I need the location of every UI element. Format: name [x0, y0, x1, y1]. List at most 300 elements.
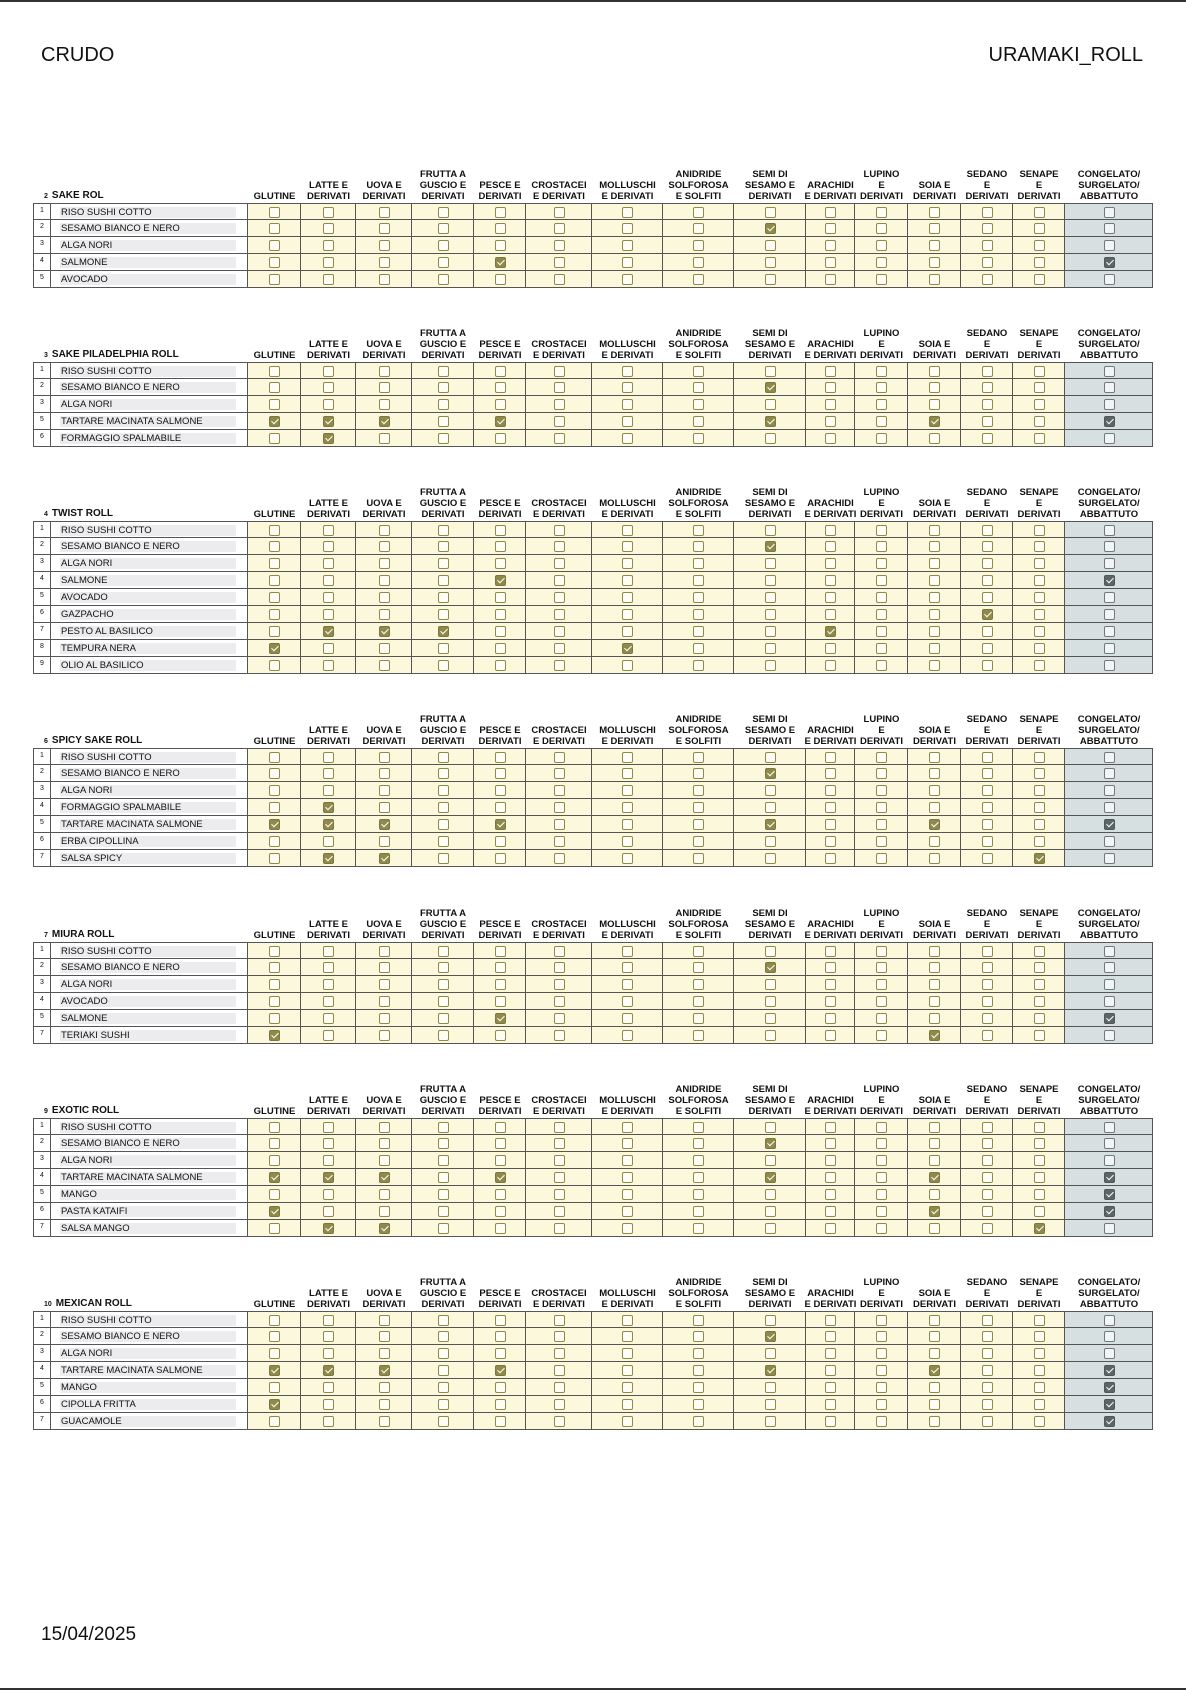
checkbox-unchecked[interactable] [495, 1122, 506, 1133]
checkbox-unchecked[interactable] [982, 1315, 993, 1326]
checkbox-unchecked[interactable] [693, 626, 704, 637]
checkbox-unchecked[interactable] [693, 525, 704, 536]
checkbox-unchecked[interactable] [825, 541, 836, 552]
checkbox-unchecked[interactable] [876, 1315, 887, 1326]
checkbox-unchecked[interactable] [876, 382, 887, 393]
checkbox-checked[interactable] [495, 1365, 506, 1376]
checkbox-checked[interactable] [929, 1030, 940, 1041]
checkbox-unchecked[interactable] [982, 785, 993, 796]
checkbox-unchecked[interactable] [929, 1399, 940, 1410]
checkbox-unchecked[interactable] [1034, 1030, 1045, 1041]
checkbox-checked[interactable] [379, 1223, 390, 1234]
checkbox-unchecked[interactable] [876, 274, 887, 285]
checkbox-unchecked[interactable] [982, 1030, 993, 1041]
checkbox-unchecked[interactable] [825, 223, 836, 234]
checkbox-unchecked[interactable] [554, 558, 565, 569]
checkbox-unchecked[interactable] [693, 609, 704, 620]
checkbox-checked[interactable] [765, 1138, 776, 1149]
checkbox-unchecked[interactable] [825, 819, 836, 830]
checkbox-unchecked[interactable] [765, 802, 776, 813]
checkbox-unchecked[interactable] [1034, 558, 1045, 569]
checkbox-unchecked[interactable] [693, 802, 704, 813]
checkbox-unchecked[interactable] [982, 575, 993, 586]
checkbox-unchecked[interactable] [765, 525, 776, 536]
checkbox-unchecked[interactable] [1104, 1138, 1115, 1149]
checkbox-unchecked[interactable] [929, 853, 940, 864]
checkbox-unchecked[interactable] [554, 399, 565, 410]
checkbox-unchecked[interactable] [323, 1348, 334, 1359]
checkbox-unchecked[interactable] [269, 433, 280, 444]
checkbox-unchecked[interactable] [554, 853, 565, 864]
checkbox-unchecked[interactable] [825, 1122, 836, 1133]
checkbox-checked[interactable] [495, 819, 506, 830]
checkbox-unchecked[interactable] [693, 207, 704, 218]
checkbox-unchecked[interactable] [876, 802, 887, 813]
checkbox-unchecked[interactable] [876, 962, 887, 973]
checkbox-unchecked[interactable] [929, 366, 940, 377]
checkbox-unchecked[interactable] [825, 1382, 836, 1393]
checkbox-unchecked[interactable] [438, 558, 449, 569]
checkbox-unchecked[interactable] [323, 1013, 334, 1024]
checkbox-unchecked[interactable] [693, 1365, 704, 1376]
checkbox-unchecked[interactable] [825, 1365, 836, 1376]
checkbox-checked[interactable] [323, 1365, 334, 1376]
checkbox-unchecked[interactable] [765, 433, 776, 444]
checkbox-unchecked[interactable] [982, 626, 993, 637]
checkbox-unchecked[interactable] [323, 525, 334, 536]
checkbox-unchecked[interactable] [379, 558, 390, 569]
checkbox-unchecked[interactable] [495, 1348, 506, 1359]
checkbox-unchecked[interactable] [982, 1138, 993, 1149]
checkbox-unchecked[interactable] [765, 1030, 776, 1041]
checkbox-unchecked[interactable] [495, 1331, 506, 1342]
checkbox-checked[interactable] [622, 643, 633, 654]
checkbox-unchecked[interactable] [1104, 1331, 1115, 1342]
checkbox-unchecked[interactable] [765, 946, 776, 957]
checkbox-unchecked[interactable] [622, 274, 633, 285]
checkbox-unchecked[interactable] [693, 1155, 704, 1166]
checkbox-checked[interactable] [495, 416, 506, 427]
checkbox-unchecked[interactable] [323, 1399, 334, 1410]
checkbox-unchecked[interactable] [825, 1013, 836, 1024]
checkbox-unchecked[interactable] [622, 525, 633, 536]
checkbox-unchecked[interactable] [323, 207, 334, 218]
checkbox-unchecked[interactable] [693, 558, 704, 569]
checkbox-unchecked[interactable] [622, 433, 633, 444]
checkbox-unchecked[interactable] [982, 752, 993, 763]
checkbox-unchecked[interactable] [825, 1416, 836, 1427]
checkbox-unchecked[interactable] [693, 1382, 704, 1393]
checkbox-unchecked[interactable] [765, 1155, 776, 1166]
checkbox-unchecked[interactable] [379, 1382, 390, 1393]
checkbox-unchecked[interactable] [765, 1382, 776, 1393]
checkbox-unchecked[interactable] [269, 1416, 280, 1427]
checkbox-unchecked[interactable] [495, 853, 506, 864]
checkbox-unchecked[interactable] [929, 1331, 940, 1342]
checkbox-unchecked[interactable] [1034, 1382, 1045, 1393]
checkbox-unchecked[interactable] [269, 1138, 280, 1149]
checkbox-unchecked[interactable] [1034, 962, 1045, 973]
checkbox-unchecked[interactable] [765, 240, 776, 251]
checkbox-unchecked[interactable] [495, 525, 506, 536]
checkbox-unchecked[interactable] [982, 1155, 993, 1166]
checkbox-unchecked[interactable] [825, 1138, 836, 1149]
checkbox-unchecked[interactable] [1034, 382, 1045, 393]
checkbox-unchecked[interactable] [876, 399, 887, 410]
checkbox-unchecked[interactable] [929, 946, 940, 957]
checkbox-unchecked[interactable] [554, 525, 565, 536]
checkbox-unchecked[interactable] [554, 802, 565, 813]
checkbox-unchecked[interactable] [929, 274, 940, 285]
checkbox-unchecked[interactable] [622, 962, 633, 973]
checkbox-unchecked[interactable] [495, 802, 506, 813]
checkbox-unchecked[interactable] [269, 962, 280, 973]
checkbox-unchecked[interactable] [438, 525, 449, 536]
checkbox-unchecked[interactable] [495, 1030, 506, 1041]
checkbox-unchecked[interactable] [876, 836, 887, 847]
checkbox-unchecked[interactable] [438, 1155, 449, 1166]
checkbox-unchecked[interactable] [379, 223, 390, 234]
checkbox-unchecked[interactable] [495, 946, 506, 957]
checkbox-unchecked[interactable] [876, 979, 887, 990]
checkbox-unchecked[interactable] [495, 996, 506, 1007]
checkbox-unchecked[interactable] [825, 592, 836, 603]
checkbox-unchecked[interactable] [323, 836, 334, 847]
checkbox-unchecked[interactable] [495, 399, 506, 410]
checkbox-checked[interactable] [765, 416, 776, 427]
checkbox-unchecked[interactable] [982, 643, 993, 654]
checkbox-unchecked[interactable] [929, 207, 940, 218]
checkbox-unchecked[interactable] [379, 1189, 390, 1200]
checkbox-unchecked[interactable] [438, 1013, 449, 1024]
checkbox-unchecked[interactable] [554, 836, 565, 847]
checkbox-unchecked[interactable] [1034, 609, 1045, 620]
checkbox-unchecked[interactable] [554, 996, 565, 1007]
checkbox-unchecked[interactable] [1104, 1155, 1115, 1166]
checkbox-unchecked[interactable] [693, 1348, 704, 1359]
checkbox-unchecked[interactable] [693, 1416, 704, 1427]
checkbox-unchecked[interactable] [622, 1416, 633, 1427]
checkbox-unchecked[interactable] [765, 979, 776, 990]
checkbox-unchecked[interactable] [929, 1416, 940, 1427]
checkbox-unchecked[interactable] [495, 223, 506, 234]
checkbox-unchecked[interactable] [495, 836, 506, 847]
checkbox-unchecked[interactable] [438, 802, 449, 813]
checkbox-unchecked[interactable] [982, 946, 993, 957]
checkbox-unchecked[interactable] [929, 1223, 940, 1234]
checkbox-unchecked[interactable] [269, 609, 280, 620]
checkbox-unchecked[interactable] [876, 996, 887, 1007]
checkbox-unchecked[interactable] [622, 1122, 633, 1133]
checkbox-unchecked[interactable] [438, 1189, 449, 1200]
checkbox-unchecked[interactable] [379, 240, 390, 251]
checkbox-unchecked[interactable] [825, 643, 836, 654]
checkbox-unchecked[interactable] [269, 240, 280, 251]
checkbox-unchecked[interactable] [1034, 979, 1045, 990]
checkbox-unchecked[interactable] [438, 240, 449, 251]
checkbox-unchecked[interactable] [876, 1172, 887, 1183]
checkbox-unchecked[interactable] [876, 626, 887, 637]
checkbox-unchecked[interactable] [876, 558, 887, 569]
checkbox-unchecked[interactable] [269, 1315, 280, 1326]
checkbox-unchecked[interactable] [379, 433, 390, 444]
checkbox-unchecked[interactable] [825, 1315, 836, 1326]
checkbox-unchecked[interactable] [323, 366, 334, 377]
checkbox-unchecked[interactable] [825, 1030, 836, 1041]
checkbox-unchecked[interactable] [982, 1223, 993, 1234]
checkbox-unchecked[interactable] [495, 274, 506, 285]
checkbox-unchecked[interactable] [554, 207, 565, 218]
checkbox-unchecked[interactable] [323, 996, 334, 1007]
checkbox-unchecked[interactable] [269, 752, 280, 763]
checkbox-unchecked[interactable] [1034, 785, 1045, 796]
checkbox-unchecked[interactable] [379, 802, 390, 813]
checkbox-unchecked[interactable] [982, 366, 993, 377]
checkbox-checked[interactable] [1104, 575, 1115, 586]
checkbox-unchecked[interactable] [929, 979, 940, 990]
checkbox-unchecked[interactable] [1104, 382, 1115, 393]
checkbox-unchecked[interactable] [825, 1155, 836, 1166]
checkbox-unchecked[interactable] [1104, 979, 1115, 990]
checkbox-unchecked[interactable] [876, 1206, 887, 1217]
checkbox-unchecked[interactable] [693, 785, 704, 796]
checkbox-unchecked[interactable] [825, 558, 836, 569]
checkbox-checked[interactable] [929, 1365, 940, 1376]
checkbox-unchecked[interactable] [693, 1030, 704, 1041]
checkbox-unchecked[interactable] [323, 643, 334, 654]
checkbox-unchecked[interactable] [765, 996, 776, 1007]
checkbox-unchecked[interactable] [438, 433, 449, 444]
checkbox-checked[interactable] [269, 819, 280, 830]
checkbox-unchecked[interactable] [876, 785, 887, 796]
checkbox-unchecked[interactable] [929, 768, 940, 779]
checkbox-unchecked[interactable] [622, 1189, 633, 1200]
checkbox-checked[interactable] [379, 1172, 390, 1183]
checkbox-unchecked[interactable] [1034, 240, 1045, 251]
checkbox-unchecked[interactable] [825, 399, 836, 410]
checkbox-unchecked[interactable] [622, 257, 633, 268]
checkbox-unchecked[interactable] [323, 382, 334, 393]
checkbox-unchecked[interactable] [554, 1138, 565, 1149]
checkbox-unchecked[interactable] [876, 1223, 887, 1234]
checkbox-unchecked[interactable] [982, 1172, 993, 1183]
checkbox-unchecked[interactable] [1104, 366, 1115, 377]
checkbox-unchecked[interactable] [438, 592, 449, 603]
checkbox-unchecked[interactable] [269, 785, 280, 796]
checkbox-unchecked[interactable] [438, 1030, 449, 1041]
checkbox-unchecked[interactable] [1104, 541, 1115, 552]
checkbox-unchecked[interactable] [438, 1206, 449, 1217]
checkbox-unchecked[interactable] [379, 996, 390, 1007]
checkbox-unchecked[interactable] [379, 1416, 390, 1427]
checkbox-unchecked[interactable] [438, 1382, 449, 1393]
checkbox-unchecked[interactable] [1104, 643, 1115, 654]
checkbox-checked[interactable] [1034, 1223, 1045, 1234]
checkbox-unchecked[interactable] [554, 1348, 565, 1359]
checkbox-unchecked[interactable] [438, 946, 449, 957]
checkbox-unchecked[interactable] [876, 1331, 887, 1342]
checkbox-unchecked[interactable] [438, 1416, 449, 1427]
checkbox-unchecked[interactable] [929, 223, 940, 234]
checkbox-unchecked[interactable] [825, 274, 836, 285]
checkbox-unchecked[interactable] [269, 626, 280, 637]
checkbox-unchecked[interactable] [825, 1206, 836, 1217]
checkbox-unchecked[interactable] [765, 1206, 776, 1217]
checkbox-unchecked[interactable] [622, 1365, 633, 1376]
checkbox-checked[interactable] [495, 1013, 506, 1024]
checkbox-checked[interactable] [323, 626, 334, 637]
checkbox-unchecked[interactable] [495, 768, 506, 779]
checkbox-checked[interactable] [765, 1365, 776, 1376]
checkbox-unchecked[interactable] [1034, 768, 1045, 779]
checkbox-unchecked[interactable] [876, 819, 887, 830]
checkbox-unchecked[interactable] [982, 819, 993, 830]
checkbox-unchecked[interactable] [438, 996, 449, 1007]
checkbox-checked[interactable] [929, 1172, 940, 1183]
checkbox-unchecked[interactable] [876, 1189, 887, 1200]
checkbox-unchecked[interactable] [1034, 399, 1045, 410]
checkbox-unchecked[interactable] [323, 946, 334, 957]
checkbox-unchecked[interactable] [495, 1416, 506, 1427]
checkbox-unchecked[interactable] [269, 592, 280, 603]
checkbox-unchecked[interactable] [765, 1416, 776, 1427]
checkbox-unchecked[interactable] [438, 1172, 449, 1183]
checkbox-unchecked[interactable] [825, 836, 836, 847]
checkbox-checked[interactable] [323, 819, 334, 830]
checkbox-unchecked[interactable] [693, 962, 704, 973]
checkbox-unchecked[interactable] [876, 541, 887, 552]
checkbox-unchecked[interactable] [323, 1138, 334, 1149]
checkbox-unchecked[interactable] [693, 979, 704, 990]
checkbox-unchecked[interactable] [693, 223, 704, 234]
checkbox-unchecked[interactable] [554, 660, 565, 671]
checkbox-unchecked[interactable] [495, 609, 506, 620]
checkbox-unchecked[interactable] [622, 416, 633, 427]
checkbox-unchecked[interactable] [495, 962, 506, 973]
checkbox-checked[interactable] [269, 416, 280, 427]
checkbox-unchecked[interactable] [269, 1122, 280, 1133]
checkbox-unchecked[interactable] [379, 1331, 390, 1342]
checkbox-unchecked[interactable] [495, 660, 506, 671]
checkbox-checked[interactable] [765, 819, 776, 830]
checkbox-unchecked[interactable] [693, 1223, 704, 1234]
checkbox-unchecked[interactable] [825, 207, 836, 218]
checkbox-unchecked[interactable] [379, 207, 390, 218]
checkbox-unchecked[interactable] [982, 836, 993, 847]
checkbox-unchecked[interactable] [554, 416, 565, 427]
checkbox-unchecked[interactable] [269, 558, 280, 569]
checkbox-unchecked[interactable] [554, 946, 565, 957]
checkbox-unchecked[interactable] [765, 575, 776, 586]
checkbox-unchecked[interactable] [1034, 946, 1045, 957]
checkbox-unchecked[interactable] [269, 660, 280, 671]
checkbox-unchecked[interactable] [982, 525, 993, 536]
checkbox-unchecked[interactable] [765, 752, 776, 763]
checkbox-unchecked[interactable] [622, 609, 633, 620]
checkbox-unchecked[interactable] [1104, 626, 1115, 637]
checkbox-unchecked[interactable] [929, 643, 940, 654]
checkbox-unchecked[interactable] [1034, 752, 1045, 763]
checkbox-unchecked[interactable] [1034, 416, 1045, 427]
checkbox-unchecked[interactable] [1104, 223, 1115, 234]
checkbox-unchecked[interactable] [765, 1122, 776, 1133]
checkbox-unchecked[interactable] [982, 979, 993, 990]
checkbox-unchecked[interactable] [1104, 592, 1115, 603]
checkbox-unchecked[interactable] [323, 592, 334, 603]
checkbox-unchecked[interactable] [554, 1365, 565, 1376]
checkbox-unchecked[interactable] [825, 1223, 836, 1234]
checkbox-checked[interactable] [1104, 1013, 1115, 1024]
checkbox-unchecked[interactable] [1104, 1223, 1115, 1234]
checkbox-unchecked[interactable] [323, 752, 334, 763]
checkbox-unchecked[interactable] [269, 1155, 280, 1166]
checkbox-unchecked[interactable] [323, 785, 334, 796]
checkbox-unchecked[interactable] [693, 592, 704, 603]
checkbox-unchecked[interactable] [379, 1206, 390, 1217]
checkbox-unchecked[interactable] [438, 752, 449, 763]
checkbox-unchecked[interactable] [269, 1223, 280, 1234]
checkbox-unchecked[interactable] [438, 416, 449, 427]
checkbox-unchecked[interactable] [323, 257, 334, 268]
checkbox-unchecked[interactable] [495, 1155, 506, 1166]
checkbox-unchecked[interactable] [323, 1331, 334, 1342]
checkbox-unchecked[interactable] [693, 996, 704, 1007]
checkbox-unchecked[interactable] [982, 257, 993, 268]
checkbox-unchecked[interactable] [929, 1382, 940, 1393]
checkbox-unchecked[interactable] [622, 1138, 633, 1149]
checkbox-checked[interactable] [269, 1030, 280, 1041]
checkbox-unchecked[interactable] [379, 366, 390, 377]
checkbox-unchecked[interactable] [379, 525, 390, 536]
checkbox-unchecked[interactable] [929, 592, 940, 603]
checkbox-unchecked[interactable] [876, 752, 887, 763]
checkbox-unchecked[interactable] [982, 802, 993, 813]
checkbox-unchecked[interactable] [1034, 541, 1045, 552]
checkbox-unchecked[interactable] [622, 626, 633, 637]
checkbox-unchecked[interactable] [379, 1138, 390, 1149]
checkbox-unchecked[interactable] [622, 592, 633, 603]
checkbox-unchecked[interactable] [379, 274, 390, 285]
checkbox-unchecked[interactable] [1034, 626, 1045, 637]
checkbox-unchecked[interactable] [1104, 207, 1115, 218]
checkbox-unchecked[interactable] [323, 223, 334, 234]
checkbox-unchecked[interactable] [379, 1399, 390, 1410]
checkbox-unchecked[interactable] [929, 525, 940, 536]
checkbox-unchecked[interactable] [1034, 1189, 1045, 1200]
checkbox-unchecked[interactable] [982, 592, 993, 603]
checkbox-unchecked[interactable] [929, 1348, 940, 1359]
checkbox-unchecked[interactable] [495, 207, 506, 218]
checkbox-checked[interactable] [323, 1172, 334, 1183]
checkbox-checked[interactable] [1104, 1365, 1115, 1376]
checkbox-unchecked[interactable] [825, 1348, 836, 1359]
checkbox-unchecked[interactable] [693, 1315, 704, 1326]
checkbox-unchecked[interactable] [765, 1315, 776, 1326]
checkbox-checked[interactable] [379, 853, 390, 864]
checkbox-unchecked[interactable] [825, 382, 836, 393]
checkbox-unchecked[interactable] [379, 643, 390, 654]
checkbox-unchecked[interactable] [438, 1138, 449, 1149]
checkbox-unchecked[interactable] [693, 643, 704, 654]
checkbox-unchecked[interactable] [929, 1138, 940, 1149]
checkbox-unchecked[interactable] [1104, 768, 1115, 779]
checkbox-checked[interactable] [323, 416, 334, 427]
checkbox-unchecked[interactable] [438, 1365, 449, 1376]
checkbox-unchecked[interactable] [1034, 1416, 1045, 1427]
checkbox-unchecked[interactable] [1104, 836, 1115, 847]
checkbox-unchecked[interactable] [554, 1399, 565, 1410]
checkbox-unchecked[interactable] [622, 1155, 633, 1166]
